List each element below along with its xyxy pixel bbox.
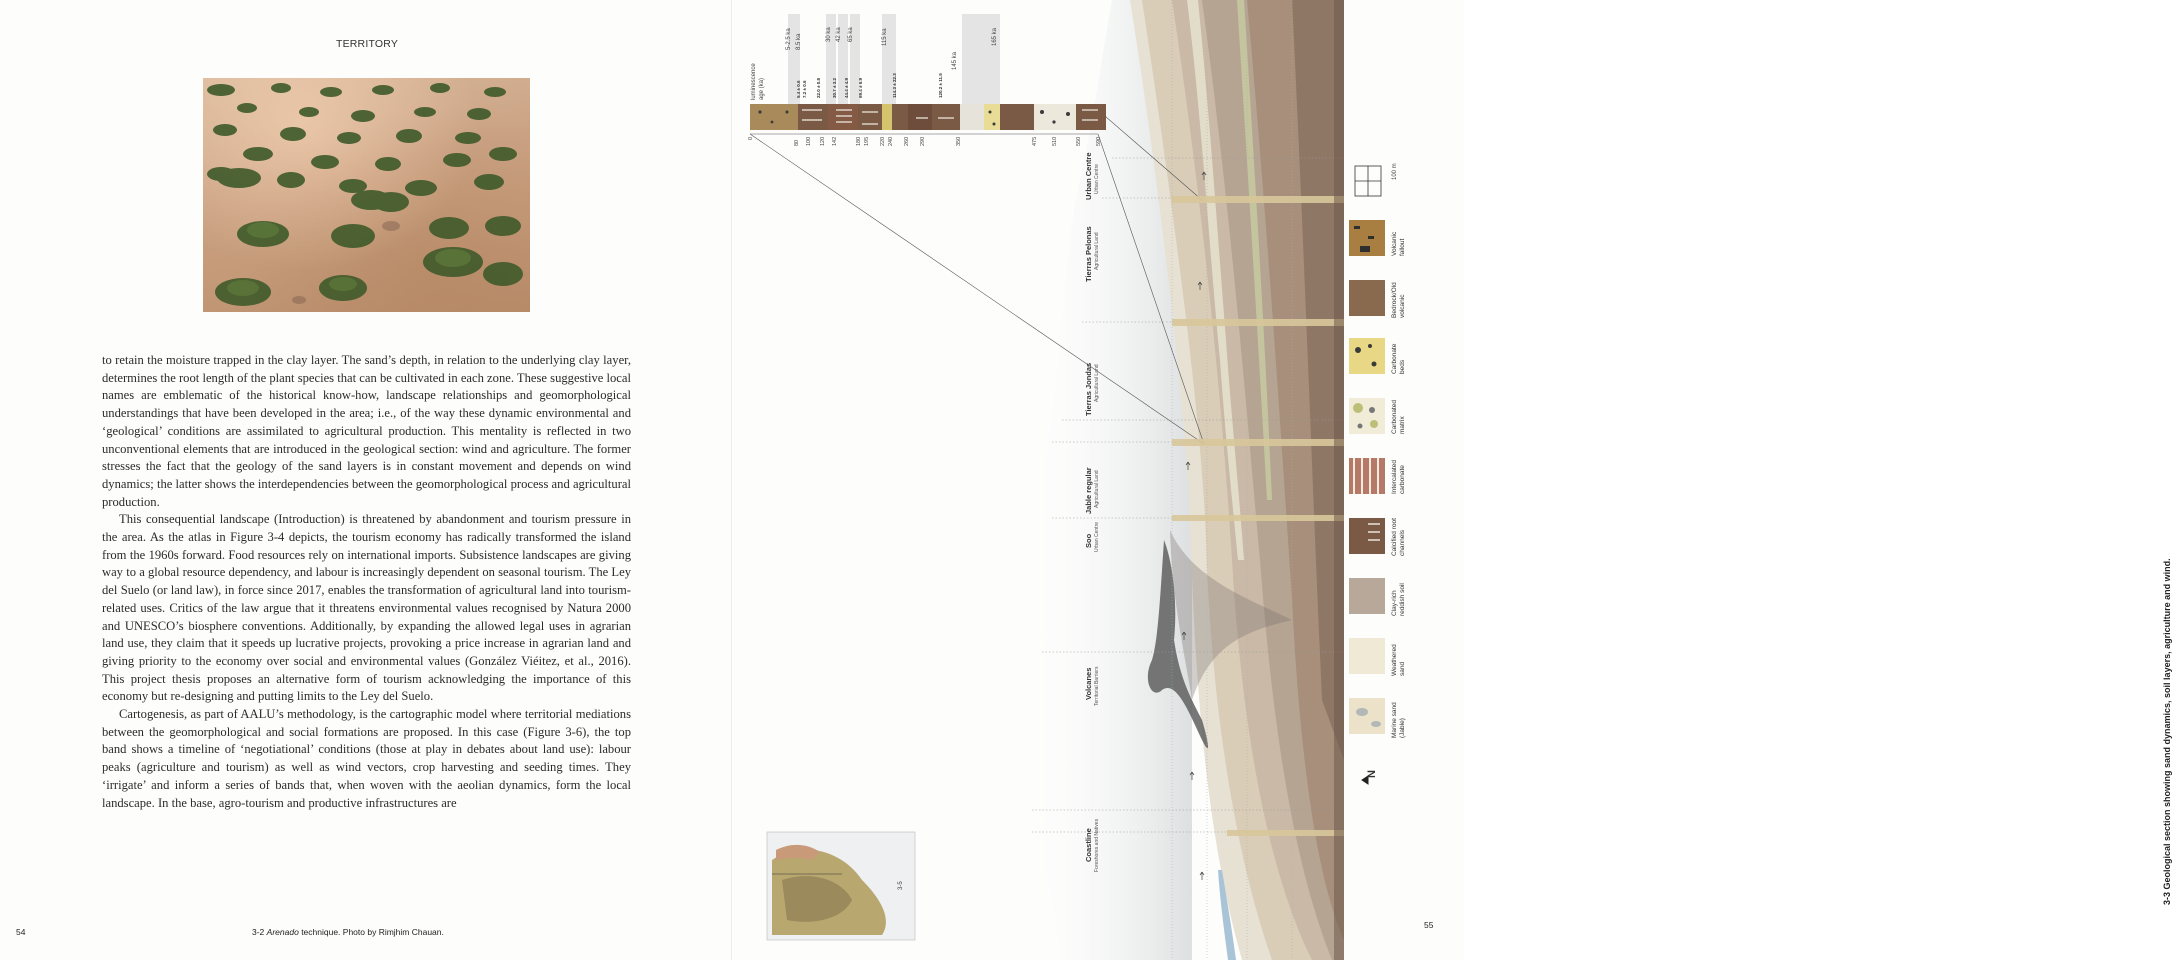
depth-3: 120 (820, 136, 826, 146)
depth-1: 80 (794, 139, 800, 146)
zone-sub-tierras-jondas: Agricultural Land (1094, 364, 1100, 402)
legend-swatches (1349, 220, 1385, 734)
age-label-2: 8.5 ka (796, 33, 802, 50)
inset-map-label: 3-5 (898, 881, 904, 890)
dating-7: 114.3 ± 22.3 (892, 73, 897, 98)
zone-label-urban-centre: Urban Centre (1084, 152, 1093, 200)
depth-9: 260 (904, 136, 910, 146)
legend-label-4: Carbonated matrix (1391, 400, 1406, 434)
page-number-left: 54 (16, 927, 26, 937)
legend-label-8: Weathered sand (1391, 644, 1406, 676)
dating-5: 44.4 ± 4.9 (844, 78, 849, 98)
dating-4: 30.7 ± 3.2 (832, 78, 837, 98)
north-label: N (1366, 770, 1378, 778)
scale-bar (1355, 166, 1381, 196)
depth-6: 195 (864, 136, 870, 146)
zone-label-volcanes: Volcanes (1084, 667, 1093, 700)
zone-label-tierras-pelonas: Tierras Pelonas (1084, 226, 1093, 282)
zone-sub-tierras-pelonas: Agricultural Land (1094, 232, 1100, 270)
arenado-photo (203, 78, 530, 312)
body-text (102, 352, 631, 812)
age-label-3: 30 ka (826, 27, 832, 42)
depth-7: 220 (880, 136, 886, 146)
legend-label-9: Marine sand (Jable) (1391, 702, 1406, 738)
inset-map (767, 832, 915, 940)
legend-label-2: Bedrock/Old volcanic (1391, 282, 1406, 318)
dating-2: 7.2 ± 0.6 (802, 80, 807, 98)
depth-10: 290 (920, 136, 926, 146)
depth-11: 350 (956, 136, 962, 146)
stratigraphic-column (750, 14, 1106, 130)
dating-8: 120.2 ± 11.5 (938, 73, 943, 98)
zone-label-soo: Soo (1084, 533, 1093, 548)
left-page (0, 0, 732, 960)
paragraph-2: This consequential landscape (Introduction) is threatened by abandonment and tourism pressure in the area. As the atlas in Figure 3-4 depicts, the tourism economy has radically transformed the island from the 1960s forward. Food resources rely on international imports. Subsistence landscapes are giving way to a global resource dependency, and labour is increasingly dependent on seasonal tourism. The Ley del Suelo (or land law), in force since 2017, enables the transformation of agricultural land into tourism-related uses. Critics of the law argue that it threatens environmental values recognised by Natura 2000 and UNESCO’s biosphere conventions. Additionally, by expanding the allowed legal uses in agrarian land use, they claim that it speeds up lucrative projects, provoking a price increase in agrarian land and giving priority to the economy over social and environmental values (González Viéitez, et al., 2016). This project thesis proposes an alternative form of tourism acknowledging the importance of this economy but re-designing and putting limits to the Ley del Suelo. (102, 512, 631, 704)
zone-sub-urban-centre: Urban Centre (1094, 163, 1100, 194)
plant-patches (203, 78, 530, 312)
depth-13: 510 (1052, 136, 1058, 146)
zone-sub-soo: Urban Centre (1094, 521, 1100, 552)
legend-label-1: Volcanic fallout (1391, 231, 1406, 256)
right-page (732, 0, 2172, 960)
age-label-6: 115 ka (882, 28, 888, 46)
depth-0: 0 (748, 136, 754, 140)
legend-label-7: Clay-rich reddish soil (1391, 583, 1406, 616)
caption-text: technique. Photo by Rimjhim Chauan. (301, 927, 444, 937)
age-label-5: 65 ka (848, 27, 854, 42)
zone-sub-volcanes: Territorial Barriers (1094, 666, 1100, 706)
age-label-7: 145 ka (952, 51, 958, 70)
zone-label-tierras-jondas: Tierras Jondas (1084, 362, 1093, 416)
zone-sub-coastline: Foreshores and Natives (1094, 818, 1100, 872)
depth-15: 590 (1096, 136, 1102, 146)
paragraph-1: to retain the moisture trapped in the clay layer. The sand’s depth, in relation to the underlying clay layer, determines the root length of the plant species that can be cultivated in each zone. These suggestive local names are emblematic of the historical know-how, landscape relationships and geomorphological understandings that have been developed in the area; i.e., of the way these dynamic environmental and ‘geological’ conditions are assimilated to agricultural production. This mentality is reflected in two unconventional elements that are introduced in the geological section: wind and agriculture. The former stresses the fact that the geology of the sand layers is in constant movement and depends on wind dynamics; the latter shows the interdependencies between the geomorphological process and agricultural production. (102, 353, 631, 509)
age-label-4: 42 ka (836, 27, 842, 42)
dating-6: 69.4 ± 6.9 (858, 78, 863, 98)
zone-label-coastline: Coastline (1084, 828, 1093, 862)
legend-label-3: Carbonate beds (1391, 343, 1406, 374)
scale-label: 100 m (1392, 163, 1398, 180)
zone-label-jable-regular: Jable regular (1084, 467, 1093, 514)
depth-5: 180 (856, 136, 862, 146)
paragraph-3: Cartogenesis, as part of AALU’s methodology, is the cartographic model where territorial mediations between the geomorphological and social formations are proposed. In this case (Figure 3-6), the top band shows a timeline of ‘negotiational’ conditions (those at play in debates about land use): labour peaks (agriculture and tourism) as well as wind vectors, crop harvesting and seeding times. They ‘irrigate’ and inform a series of bands that, when woven with the aeolian dynamics, form the local landscape. In the base, agro-tourism and productive infrastructures are (102, 707, 631, 810)
depth-14: 550 (1076, 136, 1082, 146)
column-header: luminescence age (ka) (751, 63, 765, 100)
age-label-1: 5-2.5 ka (786, 28, 792, 50)
legend-label-5: Intercalated carbonate (1391, 460, 1406, 494)
depth-12: 475 (1032, 136, 1038, 146)
figure-caption: 3-3 Geological section showing sand dynamics, soil layers, agriculture and wind. (2162, 558, 2172, 905)
dating-1: 5.4 ± 0.6 (796, 80, 801, 98)
zone-sub-jable-regular: Agricultural Land (1094, 470, 1100, 508)
caption-figure-number: 3-2 (252, 927, 265, 937)
caption-italic-term: Arenado (266, 927, 299, 937)
age-label-8: 165 ka (992, 27, 998, 46)
running-head: TERRITORY (335, 38, 399, 50)
dating-3: 22.0 ± 0.8 (816, 78, 821, 98)
depth-2: 100 (806, 136, 812, 146)
legend-label-6: Calcified root channels (1391, 518, 1406, 556)
photo-caption (252, 927, 444, 937)
depth-4: 142 (832, 136, 838, 146)
depth-8: 240 (888, 136, 894, 146)
page-number-right: 55 (1424, 920, 1434, 930)
